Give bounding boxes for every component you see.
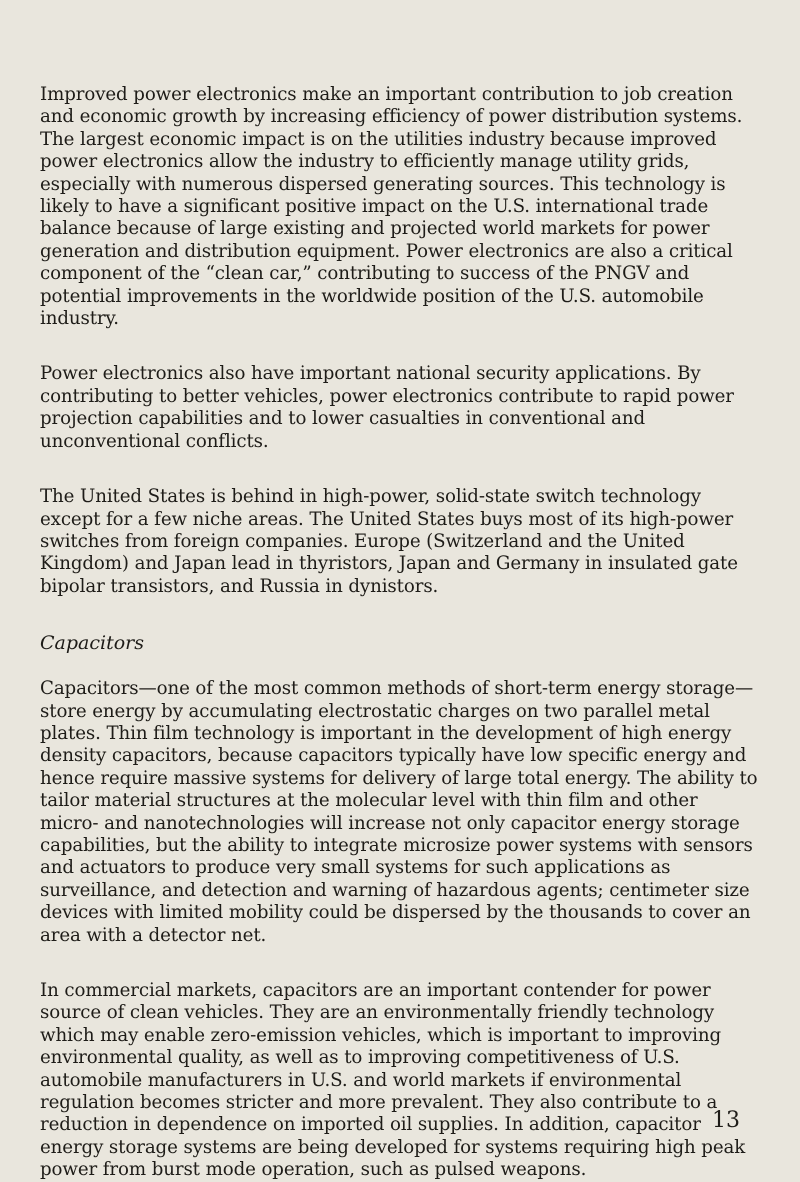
paragraph-switch-technology: The United States is behind in high-power, solid-state switch technology except for a few niche areas. The United States buys most of its high-power switches from foreign companies. Europe (Switzerland and the United Kingdom) and Japan lead in thyristors, Japan and Germany in insulated gate bipolar transistors, and Russia in dynistors. bbox=[40, 486, 738, 597]
page-number: 13 bbox=[712, 1108, 740, 1133]
section-heading-capacitors: Capacitors bbox=[40, 632, 144, 655]
paragraph-power-electronics-economic: Improved power electronics make an important contribution to job creation and economic growth by increasing efficiency of power distribution systems. The largest economic impact is on the utilities industry because improved power electronics allow the industry to efficiently manage utility grids, especially with numerous dispersed generating sources. This technology is likely to have a significant positive impact on the U.S. international trade balance because of large existing and projected world markets for power generation and distribution equipment. Power electronics are also a critical component of the “clean car,” contributing to success of the PNGV and potential improvements in the worldwide position of the U.S. automobile industry. bbox=[40, 84, 743, 330]
paragraph-national-security: Power electronics also have important national security applications. By contributing to better vehicles, power electronics contribute to rapid power projection capabilities and to lower casualties in conventional and unconventional conflicts. bbox=[40, 363, 734, 452]
paragraph-capacitors-commercial: In commercial markets, capacitors are an important contender for power source of clean vehicles. They are an environmentally friendly technology which may enable zero-emission vehicles, which is important to improving environmental quality, as well as to improving competitiveness of U.S. automobile manufacturers in U.S. and world markets if environmental regulation becomes stricter and more prevalent. They also contribute to a reduction in dependence on imported oil supplies. In addition, capacitor energy storage systems are being developed for systems requiring high peak power from burst mode operation, such as pulsed weapons. bbox=[40, 980, 746, 1181]
paragraph-capacitors-overview: Capacitors—one of the most common methods of short-term energy storage—store energy by accumulating electrostatic charges on two parallel metal plates. Thin film technology is important in the development of high energy density capacitors, because capacitors typically have low specific energy and hence require massive systems for delivery of large total energy. The ability to tailor material structures at the molecular level with thin film and other micro- and nanotechnologies will increase not only capacitor energy storage capabilities, but the ability to integrate microsize power systems with sensors and actuators to produce very small systems for such applications as surveillance, and detection and warning of hazardous agents; centimeter size devices with limited mobility could be dispersed by the thousands to cover an area with a detector net. bbox=[40, 678, 758, 946]
